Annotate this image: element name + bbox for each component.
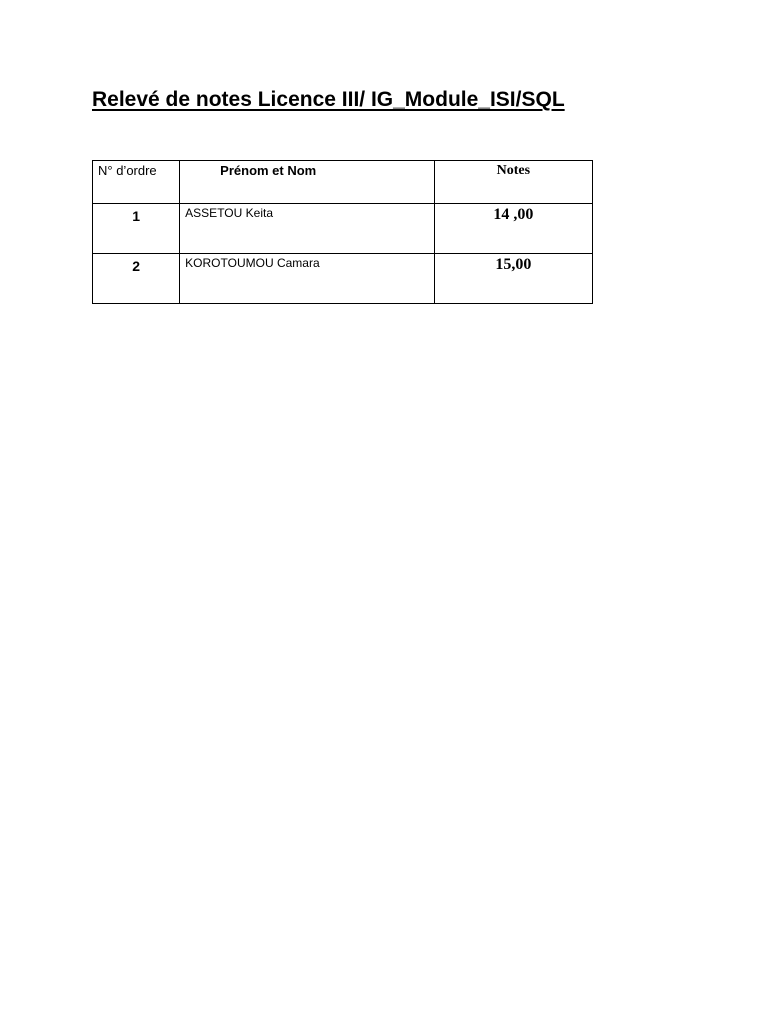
row-grade: 14 ,00 (434, 204, 592, 254)
table-header-row (93, 161, 593, 204)
grades-table (92, 160, 593, 304)
row-grade: 15,00 (434, 254, 592, 304)
header-name: Prénom et Nom (180, 161, 435, 204)
row-student-name: KOROTOUMOU Camara (180, 254, 435, 304)
row-student-name: ASSETOU Keita (180, 204, 435, 254)
row-order-number: 1 (93, 204, 180, 254)
table-row (93, 204, 593, 254)
header-order-number: N° d’ordre (93, 161, 180, 204)
table-row (93, 254, 593, 304)
header-grade: Notes (434, 161, 592, 204)
row-order-number: 2 (93, 254, 180, 304)
document-title: Relevé de notes Licence III/ IG_Module_ISI/SQL (92, 88, 565, 111)
